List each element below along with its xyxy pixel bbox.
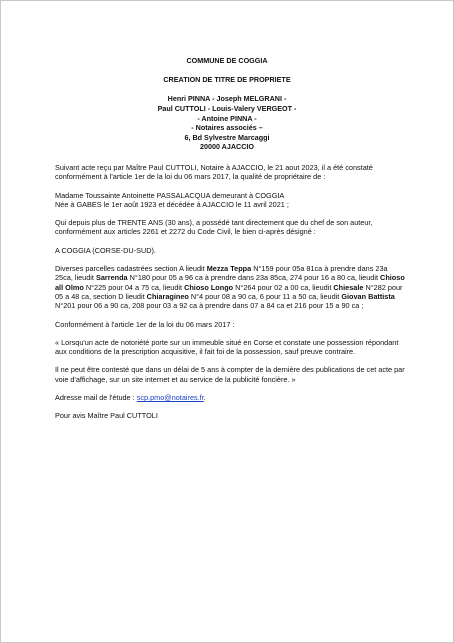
notaries-line-1: Henri PINNA - Joseph MELGRANI -: [167, 94, 287, 104]
paragraph-signature: Pour avis Maître Paul CUTTOLI: [55, 411, 158, 421]
lieudit-name: Chioso Longo: [184, 282, 234, 292]
paragraph-location: A COGGIA (CORSE-DU-SUD).: [55, 245, 156, 255]
email-label: Adresse mail de l'étude :: [55, 393, 137, 403]
paragraph-email: [55, 393, 407, 402]
notice-body: [55, 163, 407, 430]
parcels-text: N°4 pour 08 a 90 ca, 6 pour 11 a 50 ca, lieudit: [188, 291, 342, 301]
email-end: .: [203, 393, 206, 403]
notaries-line-4: - Notaires associés –: [191, 123, 263, 133]
email-link[interactable]: scp.pmo@notaires.fr: [136, 393, 204, 403]
address-street: 6, Bd Sylvestre Marcaggi: [184, 132, 270, 142]
paragraph-owner: [55, 191, 407, 210]
notice-title: CREATION DE TITRE DE PROPRIETE: [163, 75, 291, 85]
address-city: 20000 AJACCIO: [199, 142, 255, 152]
paragraph-act: Suivant acte reçu par Maître Paul CUTTOLI, Notaire à AJACCIO, le 21 aout 2023, il a été constaté conformément à l'article 1er de la loi du 06 mars 2017, la qualité de propriétaire de :: [55, 163, 373, 182]
notaries-line-2: Paul CUTTOLI - Louis-Valery VERGEOT -: [157, 103, 297, 113]
parcels-text: Diverses parcelles cadastrées section A lieudit: [55, 264, 207, 274]
lieudit-name: Chioso all Olmo: [55, 273, 405, 292]
paragraph-quote-1: « Lorsqu'un acte de notoriété porte sur un immeuble situé en Corse et constate une possession répondant aux conditions de la prescription acquisitive, il fait foi de la possession, sauf preuve contraire.: [55, 337, 399, 357]
lieudit-name: Sarrenda: [95, 273, 128, 283]
notice-header: [1, 56, 453, 152]
paragraph-quote-2: Il ne peut être contesté que dans un délai de 5 ans à compter de la dernière des publications de cet acte par voie d'affichage, sur un site internet et au service de la publicité foncière. »: [55, 365, 405, 384]
paragraph-law: Conformément à l'article 1er de la loi du 06 mars 2017 :: [55, 319, 235, 329]
parcels-text: N°282 pour 05 a 48 ca, section D lieudit: [55, 282, 403, 301]
lieudit-name: Chiesale: [333, 282, 364, 292]
paragraph-parcels: [55, 264, 407, 310]
parcels-text: N°264 pour 02 a 00 ca, lieudit: [233, 282, 334, 292]
owner-name: Madame Toussainte Antoinette PASSALACQUA demeurant à COGGIA: [55, 190, 285, 200]
lieudit-name: Chiaragineo: [146, 291, 189, 301]
paragraph-possession: Qui depuis plus de TRENTE ANS (30 ans), a possédé tant directement que du chef de son auteur, conformément aux articles 2261 et 2272 du Code Civil, le bien ci-après désigné :: [55, 218, 373, 237]
parcels-text: N°201 pour 06 a 90 ca, 208 pour 03 a 92 ca à prendre dans 07 a 84 ca et 216 pour 15 a 90 ca ;: [55, 301, 364, 311]
parcels-text: N°159 pour 05a 81ca à prendre dans 23a 25ca, lieudit: [55, 264, 388, 283]
lieudit-name: Giovan Battista: [341, 291, 395, 301]
notaries-line-3: - Antoine PINNA -: [197, 113, 257, 123]
parcels-text: N°180 pour 05 a 96 ca à prendre dans 23a 85ca, 274 pour 16 a 80 ca, lieudit: [127, 273, 381, 283]
commune-title: COMMUNE DE COGGIA: [186, 56, 268, 65]
lieudit-name: Mezza Teppa: [206, 264, 252, 274]
parcels-text: N°225 pour 04 a 75 ca, lieudit: [83, 282, 185, 292]
owner-birth: Née à GABES le 1er août 1923 et décédée à AJACCIO le 11 avril 2021 ;: [55, 199, 289, 209]
